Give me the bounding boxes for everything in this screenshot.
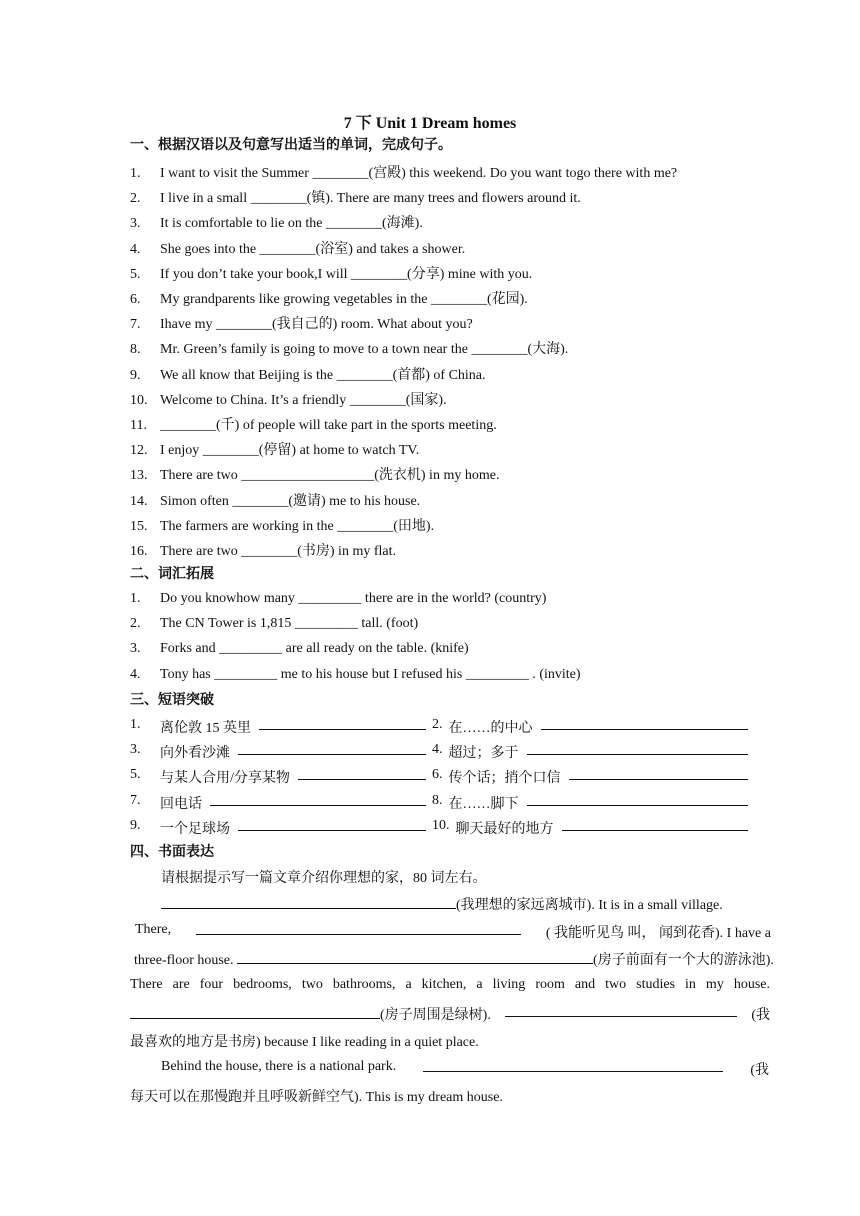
- item-number: 9.: [130, 367, 141, 383]
- item-text: Forks and _________ are all ready on the table. (knife): [160, 641, 469, 657]
- item-text: We all know that Beijing is the: [160, 367, 337, 383]
- item-number: 7.: [130, 317, 141, 333]
- answer-blank[interactable]: [210, 793, 426, 806]
- item-number: 16.: [130, 544, 148, 559]
- writing-line-4: There are four bedrooms, two bathrooms, a kitchen, a living room and two studies in my house.: [130, 977, 770, 992]
- phrase-text: 超过；多于: [448, 746, 519, 762]
- writing-line-3: [134, 949, 774, 969]
- writing-text: Behind the house, there is a national park.: [161, 1059, 397, 1074]
- item-number: 7.: [130, 792, 141, 808]
- item-number: 15.: [130, 518, 148, 534]
- section-3-heading: 三、短语突破: [130, 693, 214, 708]
- phrase-text: 聊天最好的地方: [455, 821, 554, 837]
- writing-line-7: [161, 1059, 769, 1079]
- answer-blank[interactable]: [259, 717, 426, 730]
- item-text: (分享) mine with you.: [407, 266, 533, 282]
- phrase-item: [432, 793, 748, 813]
- phrase-item: [130, 742, 426, 762]
- part1-item: [130, 338, 568, 358]
- item-text: (大海).: [527, 342, 569, 358]
- item-number: 8.: [432, 792, 443, 808]
- item-number: 4.: [130, 666, 141, 682]
- item-number: 8.: [130, 342, 141, 358]
- answer-blank[interactable]: ________: [202, 443, 259, 459]
- answer-blank[interactable]: ________: [430, 292, 487, 307]
- part2-item: [130, 667, 581, 683]
- writing-line-8: 每天可以在那慢跑并且呼吸新鲜空气). This is my dream house.: [130, 1090, 503, 1105]
- item-text: Ihave my: [160, 317, 216, 333]
- part1-item: [130, 162, 677, 182]
- part1-item: [130, 364, 486, 384]
- item-text: Mr. Green’s family is going to move to a town near the: [160, 342, 472, 358]
- answer-blank[interactable]: [541, 717, 749, 730]
- part1-item: [130, 439, 419, 459]
- item-text: (书房) in my flat.: [297, 544, 396, 559]
- part1-item: [130, 389, 447, 409]
- part1-item: [130, 288, 528, 308]
- item-text: (镇). There are many trees and flowers around it.: [306, 191, 581, 207]
- answer-blank[interactable]: [569, 767, 749, 780]
- part1-item: [130, 515, 434, 535]
- answer-blank[interactable]: [238, 818, 426, 831]
- writing-line-1: [161, 894, 769, 914]
- page-title: 7 下 Unit 1 Dream homes: [343, 115, 517, 132]
- item-number: 6.: [432, 767, 443, 783]
- phrase-text: 在……脚下: [448, 796, 519, 812]
- item-text: Tony has _________ me to his house but I refused his _________ . (invite): [160, 666, 581, 682]
- phrase-text: 在……的中心: [448, 721, 533, 736]
- answer-blank[interactable]: [562, 818, 749, 831]
- item-number: 12.: [130, 443, 148, 459]
- part1-item: [130, 263, 532, 283]
- answer-blank[interactable]: ________: [351, 266, 408, 282]
- writing-line-6: 最喜欢的地方是书房) because I like reading in a quiet place.: [130, 1035, 479, 1050]
- item-number: 10.: [130, 392, 148, 408]
- item-number: 2.: [130, 191, 141, 207]
- item-text: (邀请) me to his house.: [288, 493, 421, 509]
- item-number: 11.: [130, 418, 147, 433]
- part1-item: [130, 187, 581, 207]
- item-text: Welcome to China. It’s a friendly: [160, 392, 350, 408]
- writing-text: (房子周围是绿树).: [380, 1008, 491, 1023]
- item-text: There are two: [160, 544, 242, 559]
- item-text: The CN Tower is 1,815 _________ tall. (foot): [160, 616, 419, 632]
- writing-text: (我: [750, 1063, 769, 1078]
- answer-blank[interactable]: ________: [471, 342, 528, 358]
- answer-blank[interactable]: [238, 742, 426, 755]
- answer-blank[interactable]: [161, 896, 456, 909]
- phrase-text: 与某人合用/分享某物: [160, 771, 290, 787]
- phrase-text: 回电话: [160, 796, 202, 812]
- item-text: I want to visit the Summer: [160, 166, 313, 181]
- item-text: (国家).: [405, 392, 447, 408]
- writing-prompt: 请根据提示写一篇文章介绍你理想的家，80 词左右。: [161, 871, 487, 886]
- item-text: The farmers are working in the: [160, 518, 338, 534]
- item-number: 9.: [130, 817, 141, 833]
- item-text: If you don’t take your book,I will: [160, 266, 352, 282]
- section-4-heading: 四、书面表达: [130, 845, 214, 860]
- part2-item: [130, 616, 418, 632]
- item-text: Simon often: [160, 493, 233, 509]
- writing-line-5: [130, 1004, 770, 1024]
- item-number: 2.: [130, 616, 141, 632]
- writing-text: (房子前面有一个大的游泳池).: [593, 953, 774, 968]
- answer-blank[interactable]: [196, 922, 521, 935]
- item-number: 10.: [432, 817, 450, 833]
- answer-blank[interactable]: [130, 1006, 380, 1019]
- answer-blank[interactable]: ________: [259, 241, 316, 257]
- phrase-item: [432, 742, 748, 762]
- item-number: 14.: [130, 493, 148, 509]
- writing-text: (我: [751, 1008, 770, 1023]
- item-number: 1.: [130, 166, 141, 181]
- item-number: 6.: [130, 292, 141, 307]
- writing-text: There,: [135, 922, 172, 937]
- item-text: (宫殿) this weekend. Do you want togo there with me?: [368, 166, 678, 181]
- phrase-item: [130, 818, 426, 838]
- item-text: (停留) at home to watch TV.: [258, 443, 420, 459]
- item-text: (洗衣机) in my home.: [374, 468, 500, 484]
- item-number: 4.: [432, 742, 443, 758]
- writing-text: ( 我能听见鸟 叫， 闻到花香). I have a: [545, 926, 771, 941]
- writing-text: (我理想的家远离城市). It is in a small village.: [456, 898, 723, 913]
- item-text: My grandparents like growing vegetables in the: [160, 292, 431, 307]
- item-number: 3.: [130, 216, 141, 232]
- item-number: 5.: [130, 266, 141, 282]
- answer-blank[interactable]: ________: [160, 418, 216, 433]
- item-text: She goes into the: [160, 241, 260, 257]
- part1-item: [130, 464, 499, 484]
- section-1-heading: 一、根据汉语以及句意写出适当的单词，完成句子。: [130, 138, 452, 153]
- item-number: 1.: [130, 591, 141, 606]
- item-text: I enjoy: [160, 443, 203, 459]
- phrase-text: 一个足球场: [160, 821, 230, 837]
- writing-text: three-floor house.: [134, 953, 234, 968]
- phrase-text: 传个话；捎个口信: [448, 771, 561, 787]
- item-number: 3.: [130, 742, 141, 758]
- answer-blank[interactable]: ________: [336, 367, 393, 383]
- part1-item: [130, 540, 396, 560]
- part1-item: [130, 212, 423, 232]
- answer-blank[interactable]: [527, 793, 749, 806]
- part1-item: [130, 490, 420, 510]
- item-text: Do you knowhow many _________ there are in the world? (country): [160, 591, 547, 606]
- phrase-item: [432, 767, 748, 787]
- phrase-text: 向外看沙滩: [160, 746, 230, 762]
- item-text: (花园).: [486, 292, 528, 307]
- part1-item: [130, 238, 465, 258]
- item-text: (海滩).: [382, 216, 423, 232]
- item-number: 13.: [130, 468, 148, 484]
- item-text: (首都) of China.: [392, 367, 486, 383]
- phrase-item: [130, 767, 426, 787]
- phrase-item: [130, 793, 426, 813]
- answer-blank[interactable]: ________: [232, 493, 289, 509]
- answer-blank[interactable]: ________: [312, 166, 369, 181]
- answer-blank[interactable]: ________: [326, 216, 383, 232]
- phrase-text: 离伦敦 15 英里: [160, 721, 251, 736]
- phrase-item: [130, 717, 426, 737]
- item-number: 1.: [130, 717, 141, 732]
- item-text: (浴室) and takes a shower.: [315, 241, 466, 257]
- answer-blank[interactable]: ___________________: [241, 468, 375, 484]
- item-number: 5.: [130, 767, 141, 783]
- item-number: 4.: [130, 241, 141, 257]
- answer-blank[interactable]: ________: [215, 317, 272, 333]
- answer-blank[interactable]: [423, 1059, 723, 1072]
- answer-blank[interactable]: ________: [337, 518, 394, 534]
- part2-item: [130, 591, 546, 607]
- item-text: It is comfortable to lie on the: [160, 216, 327, 232]
- item-number: 2.: [432, 717, 443, 732]
- item-text: (田地).: [393, 518, 435, 534]
- item-text: There are two: [160, 468, 242, 484]
- writing-line-2: [135, 922, 771, 942]
- answer-blank[interactable]: ________: [241, 544, 298, 559]
- answer-blank[interactable]: ________: [250, 191, 307, 207]
- part2-item: [130, 641, 469, 657]
- answer-blank[interactable]: [505, 1004, 737, 1017]
- item-text: (千) of people will take part in the sports meeting.: [216, 418, 497, 433]
- answer-blank[interactable]: [298, 767, 426, 780]
- item-text: (我自己的) room. What about you?: [271, 317, 473, 333]
- section-2-heading: 二、词汇拓展: [130, 567, 214, 582]
- answer-blank[interactable]: ________: [349, 392, 406, 408]
- part1-item: [130, 313, 473, 333]
- answer-blank[interactable]: [527, 742, 749, 755]
- answer-blank[interactable]: [237, 951, 593, 964]
- item-text: I live in a small: [160, 191, 251, 207]
- part1-item: [130, 414, 497, 434]
- item-number: 3.: [130, 641, 141, 657]
- phrase-item: [432, 818, 748, 838]
- phrase-item: [432, 717, 748, 737]
